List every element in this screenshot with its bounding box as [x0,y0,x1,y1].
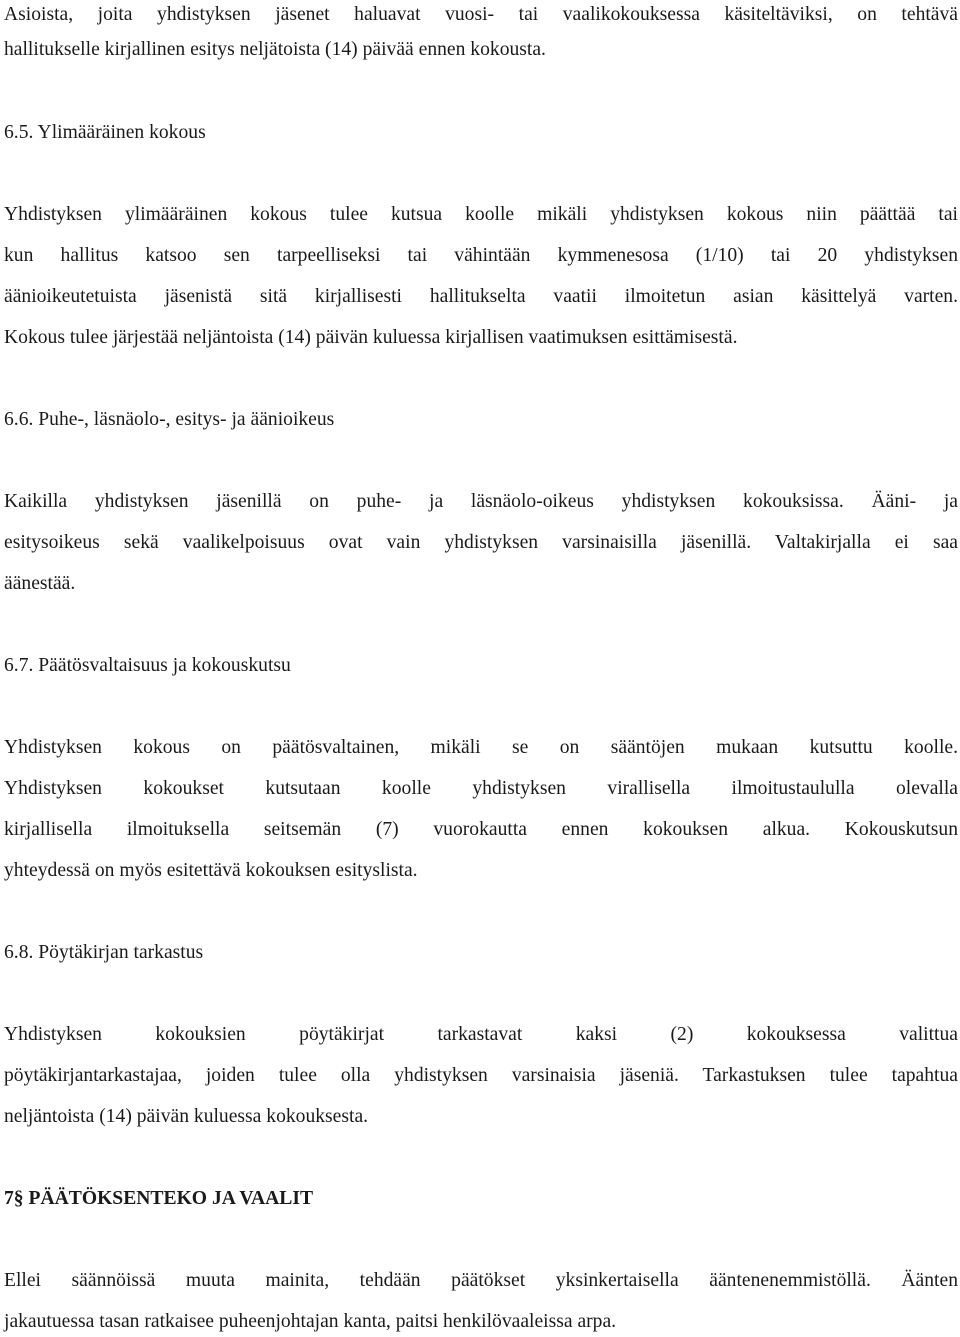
section-heading-6-8: 6.8. Pöytäkirjan tarkastus [4,942,204,963]
intro-line-2: hallitukselle kirjallinen esitys neljätoista (14) päivää ennen kokousta. [4,39,546,60]
paragraph-line: Kaikilla yhdistyksen jäsenillä on puhe- ja läsnäolo-oikeus yhdistyksen kokouksissa. Ääni- ja [4,491,958,512]
paragraph-line: jakautuessa tasan ratkaisee puheenjohtajan kanta, paitsi henkilövaaleissa arpa. [4,1311,617,1332]
paragraph-line: Ellei säännöissä muuta mainita, tehdään päätökset yksinkertaisella ääntenenemmistöllä. Äänten [4,1270,958,1291]
paragraph-line: Yhdistyksen kokoukset kutsutaan koolle yhdistyksen virallisella ilmoitustaululla olevalla [4,778,958,799]
paragraph-line: Yhdistyksen kokouksien pöytäkirjat tarkastavat kaksi (2) kokouksessa valittua [4,1024,958,1045]
section-heading-6-6: 6.6. Puhe-, läsnäolo-, esitys- ja äänioikeus [4,409,335,430]
section-heading-6-5: 6.5. Ylimääräinen kokous [4,122,206,143]
intro-line-1: Asioista, joita yhdistyksen jäsenet haluavat vuosi- tai vaalikokouksessa käsiteltäviksi, on tehtävä [4,4,958,25]
paragraph-line: neljäntoista (14) päivän kuluessa kokouksesta. [4,1106,369,1127]
paragraph-line: esitysoikeus sekä vaalikelpoisuus ovat vain yhdistyksen varsinaisilla jäsenillä. Valtakirjalla ei saa [4,532,958,553]
paragraph-line: yhteydessä on myös esitettävä kokouksen esityslista. [4,860,418,881]
paragraph-line: kirjallisella ilmoituksella seitsemän (7) vuorokautta ennen kokouksen alkua. Kokouskutsun [4,819,958,840]
section-heading-7: 7§ PÄÄTÖKSENTEKO JA VAALIT [4,1188,314,1209]
paragraph-line: äänestää. [4,573,76,594]
paragraph-line: kun hallitus katsoo sen tarpeelliseksi tai vähintään kymmenesosa (1/10) tai 20 yhdistyksen [4,245,958,266]
paragraph-line: pöytäkirjantarkastajaa, joiden tulee olla yhdistyksen varsinaisia jäseniä. Tarkastuksen tulee tapahtua [4,1065,958,1086]
paragraph-line: Yhdistyksen ylimääräinen kokous tulee kutsua koolle mikäli yhdistyksen kokous niin päättää tai [4,204,958,225]
paragraph-line: Kokous tulee järjestää neljäntoista (14) päivän kuluessa kirjallisen vaatimuksen esittämisestä. [4,327,738,348]
section-heading-6-7: 6.7. Päätösvaltaisuus ja kokouskutsu [4,655,291,676]
paragraph-line: Yhdistyksen kokous on päätösvaltainen, mikäli se on sääntöjen mukaan kutsuttu koolle. [4,737,958,758]
paragraph-line: äänioikeutetuista jäsenistä sitä kirjallisesti hallitukselta vaatii ilmoitetun asian käsittelyä varten. [4,286,958,307]
